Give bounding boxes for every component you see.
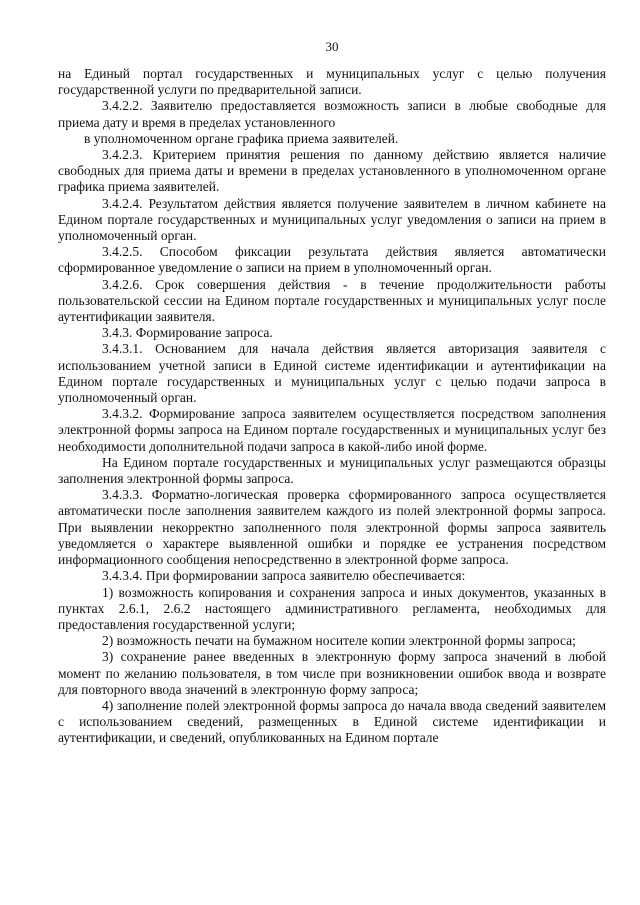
- list-item: 2) возможность печати на бумажном носителе копии электронной формы запроса;: [102, 633, 576, 649]
- paragraph: 3.4.3.1. Основанием для начала действия является авторизация заявителя с использованием учетной записи в Единой системе идентификации и аутентификации на Едином портале государственных и муниципальных услуг с целью подачи запроса в уполномоченный орган.: [58, 341, 606, 406]
- paragraph: На Едином портале государственных и муниципальных услуг размещаются образцы заполнения электронной формы запроса.: [58, 454, 606, 487]
- paragraph: в уполномоченном органе графика приема заявителей.: [84, 130, 399, 146]
- page-number: 30: [325, 39, 339, 54]
- paragraph: 3.4.3.2. Формирование запроса заявителем осуществляется посредством заполнения электронной формы запроса на Едином портале государственных и муниципальных услуг без необходимости дополнительной подачи запроса в какой-либо иной форме.: [58, 406, 606, 454]
- paragraph: 3.4.2.2. Заявителю предоставляется возможность записи в любые свободные для приема дату и время в пределах установленного: [58, 98, 606, 130]
- paragraph: 3.4.2.5. Способом фиксации результата действия является автоматически сформированное уведомление о записи на прием в уполномоченный орган.: [58, 244, 606, 276]
- paragraph: 3.4.2.6. Срок совершения действия - в течение продолжительности работы пользовательской сессии на Едином портале государственных и муниципальных услуг после аутентификации заявителя.: [58, 276, 606, 325]
- document-body: [58, 66, 606, 747]
- list-item: 1) возможность копирования и сохранения запроса и иных документов, указанных в пунктах 2.6.1, 2.6.2 настоящего административного регламента, необходимых для предоставления государственной услуги;: [58, 584, 606, 632]
- document-page: [58, 40, 606, 747]
- paragraph: 3.4.3.4. При формировании запроса заявителю обеспечивается:: [102, 568, 466, 584]
- paragraph: на Единый портал государственных и муниципальных услуг с целью получения государственной услуги по предварительной записи.: [58, 66, 606, 98]
- paragraph: 3.4.2.4. Результатом действия является получение заявителем в личном кабинете на Едином портале государственных и муниципальных услуг уведомления о записи на прием в уполномоченный орган.: [58, 195, 606, 244]
- list-item: 3) сохранение ранее введенных в электронную форму запроса значений в любой момент по желанию пользователя, в том числе при возникновении ошибок ввода и возврате для повторного ввода значений в электронную форму запроса;: [58, 649, 606, 697]
- paragraph: 3.4.2.3. Критерием принятия решения по данному действию является наличие свободных для приема даты и времени в пределах установленного в уполномоченном органе графика приема заявителей.: [58, 147, 606, 195]
- list-item: 4) заполнение полей электронной формы запроса до начала ввода сведений заявителем с использованием сведений, размещенных в Единой системе идентификации и аутентификации, и сведений, опубликованных на Едином портале: [58, 697, 606, 746]
- section-heading: 3.4.3. Формирование запроса.: [102, 325, 273, 341]
- paragraph: 3.4.3.3. Форматно-логическая проверка сформированного запроса осуществляется автоматически после заполнения заявителем каждого из полей электронной формы запроса. При выявлении некорректно заполненного поля электронной формы запроса заявитель уведомляется о характере выявленной ошибки и порядке ее устранения посредством информационного сообщения непосредственно в электронной форме запроса.: [58, 487, 606, 568]
